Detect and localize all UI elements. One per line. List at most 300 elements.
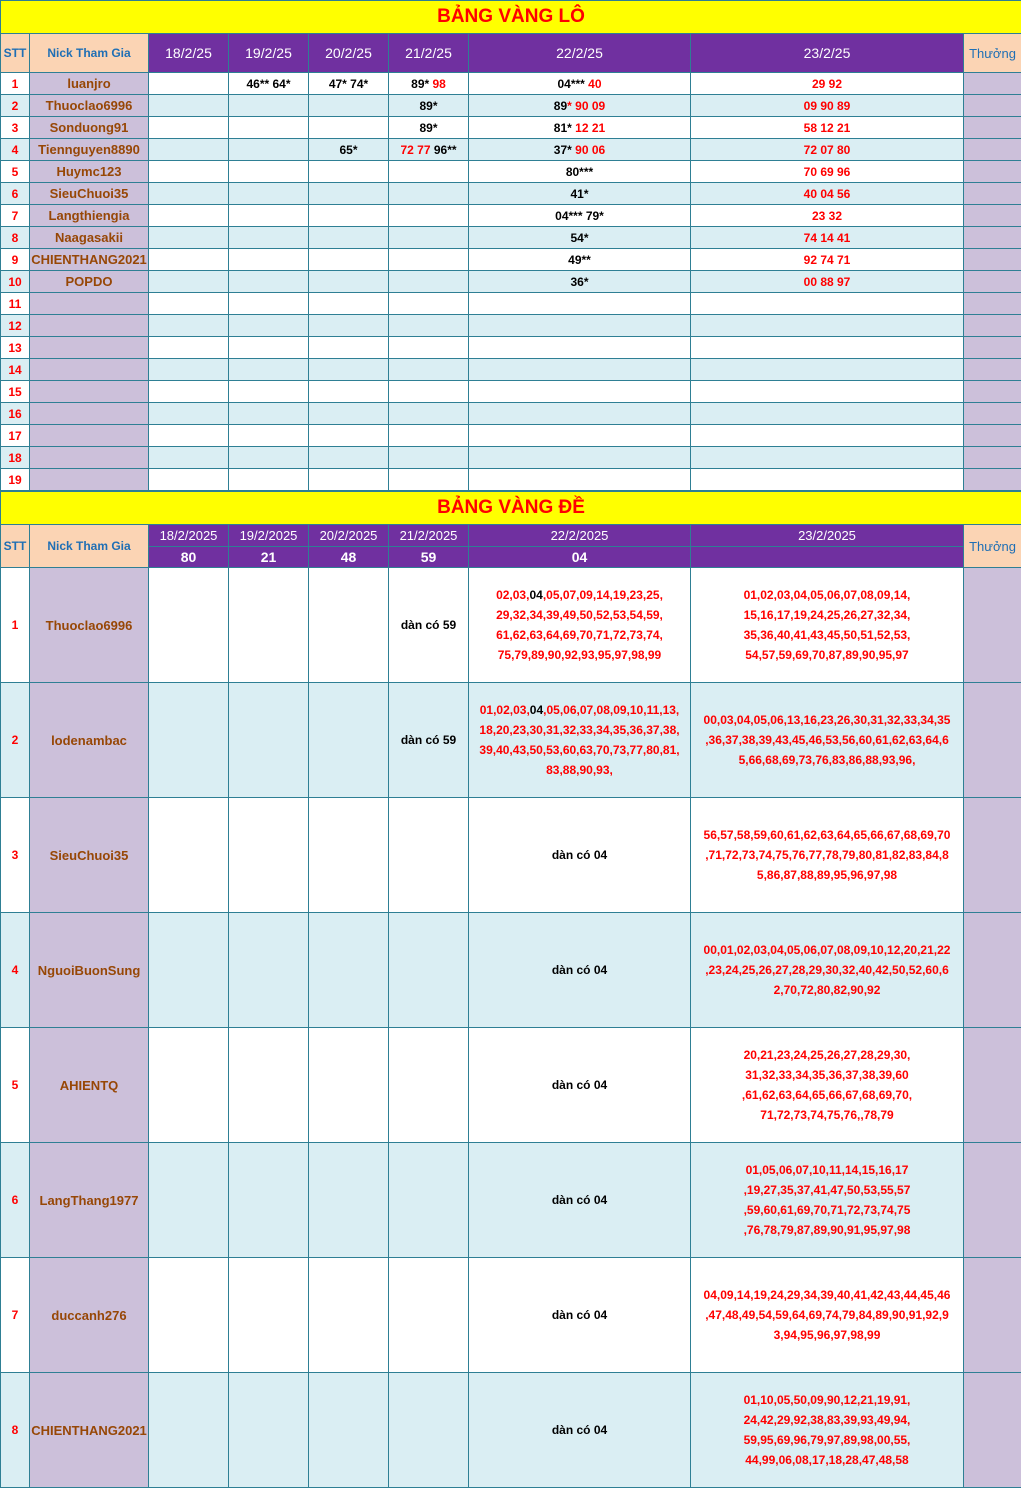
lo-date-cell bbox=[309, 183, 389, 205]
lo-date-cell bbox=[691, 425, 964, 447]
de-value: 56,57,58,59,60,61,62,63,64,65,66,67,68,69,70 bbox=[704, 828, 951, 842]
lo-date-header: 21/2/25 bbox=[389, 34, 469, 73]
lo-date-cell bbox=[309, 381, 389, 403]
de-date-cell bbox=[149, 683, 229, 798]
de-value: 04 bbox=[530, 703, 543, 717]
de-value: 01,05,06,07,10,11,14,15,16,17 bbox=[746, 1163, 909, 1177]
row-number: 3 bbox=[1, 117, 30, 139]
nick-name: SieuChuoi35 bbox=[30, 798, 149, 913]
de-value: dàn có 04 bbox=[552, 1193, 607, 1207]
nick-name: Langthiengia bbox=[30, 205, 149, 227]
row-number: 7 bbox=[1, 1258, 30, 1373]
reward-cell bbox=[964, 183, 1021, 205]
lo-date-cell bbox=[469, 315, 691, 337]
reward-cell bbox=[964, 1373, 1021, 1488]
de-date-cell bbox=[389, 1143, 469, 1258]
lo-date-cell bbox=[389, 359, 469, 381]
row-number: 8 bbox=[1, 1373, 30, 1488]
lo-value: 12 21 bbox=[575, 121, 605, 135]
de-date-cell bbox=[389, 1028, 469, 1143]
de-value: ,47,48,49,54,59,64,69,74,79,84,89,90,91,92,9 bbox=[705, 1308, 949, 1322]
lo-date-cell bbox=[469, 73, 691, 95]
de-date-cell bbox=[309, 1028, 389, 1143]
nick-name: duccanh276 bbox=[30, 1258, 149, 1373]
lo-date-cell bbox=[149, 227, 229, 249]
lo-date-cell bbox=[389, 293, 469, 315]
nick-name bbox=[30, 381, 149, 403]
reward-cell bbox=[964, 469, 1021, 491]
row-number: 15 bbox=[1, 381, 30, 403]
de-date-cell bbox=[469, 1373, 691, 1488]
de-date-header: 23/2/2025 bbox=[691, 525, 964, 547]
lo-row bbox=[1, 205, 1021, 227]
row-number: 8 bbox=[1, 227, 30, 249]
lo-row bbox=[1, 447, 1021, 469]
lo-date-cell bbox=[691, 161, 964, 183]
lo-value: 89* bbox=[419, 121, 437, 135]
lo-date-cell bbox=[309, 359, 389, 381]
lo-date-cell bbox=[691, 293, 964, 315]
de-value: ,36,37,38,39,43,45,46,53,56,60,61,62,63,64,6 bbox=[705, 733, 949, 747]
de-date-cell bbox=[149, 1373, 229, 1488]
lo-title: BẢNG VÀNG LÔ bbox=[1, 1, 1021, 34]
de-date-cell bbox=[389, 568, 469, 683]
lo-date-cell bbox=[229, 205, 309, 227]
lo-date-cell bbox=[691, 205, 964, 227]
lo-date-cell bbox=[309, 117, 389, 139]
lo-value: 81* bbox=[554, 121, 575, 135]
lo-value: 58 12 21 bbox=[804, 121, 851, 135]
row-number: 6 bbox=[1, 183, 30, 205]
lo-row bbox=[1, 117, 1021, 139]
reward-cell bbox=[964, 73, 1021, 95]
lo-value: 98 bbox=[433, 77, 446, 91]
de-date-header: 20/2/2025 bbox=[309, 525, 389, 547]
reward-cell bbox=[964, 403, 1021, 425]
de-value: ,05,06,07,08,09,10,11,13, bbox=[543, 703, 679, 717]
de-date-cell bbox=[149, 798, 229, 913]
lo-date-cell bbox=[229, 95, 309, 117]
reward-cell bbox=[964, 1143, 1021, 1258]
lo-date-cell bbox=[469, 249, 691, 271]
lo-date-cell bbox=[309, 337, 389, 359]
nick-name: Sonduong91 bbox=[30, 117, 149, 139]
lo-value: 89* bbox=[411, 77, 432, 91]
de-result: 04 bbox=[469, 547, 691, 568]
de-row bbox=[1, 798, 1021, 913]
de-value: 71,72,73,74,75,76,,78,79 bbox=[760, 1108, 893, 1122]
lo-date-cell bbox=[229, 271, 309, 293]
lo-value: 90 06 bbox=[575, 143, 605, 157]
de-row bbox=[1, 683, 1021, 798]
reward-cell bbox=[964, 425, 1021, 447]
lo-date-header: 20/2/25 bbox=[309, 34, 389, 73]
lo-date-cell bbox=[389, 315, 469, 337]
de-header-row bbox=[1, 525, 1021, 547]
de-nick-header: Nick Tham Gia bbox=[30, 525, 149, 568]
lo-date-cell bbox=[389, 271, 469, 293]
de-date-cell bbox=[309, 568, 389, 683]
lo-date-cell bbox=[389, 95, 469, 117]
de-value: dàn có 04 bbox=[552, 848, 607, 862]
de-date-header: 18/2/2025 bbox=[149, 525, 229, 547]
lo-date-cell bbox=[691, 315, 964, 337]
lo-date-cell bbox=[229, 359, 309, 381]
lo-date-cell bbox=[469, 271, 691, 293]
de-date-cell bbox=[691, 1028, 964, 1143]
lo-date-cell bbox=[229, 447, 309, 469]
de-value: 04 bbox=[529, 588, 542, 602]
lo-date-cell bbox=[309, 403, 389, 425]
lo-date-cell bbox=[309, 469, 389, 491]
lo-row bbox=[1, 249, 1021, 271]
lo-date-cell bbox=[389, 381, 469, 403]
de-date-cell bbox=[691, 798, 964, 913]
de-title: BẢNG VÀNG ĐỀ bbox=[1, 492, 1021, 525]
de-value: 5,86,87,88,89,95,96,97,98 bbox=[757, 868, 897, 882]
de-date-cell bbox=[309, 1258, 389, 1373]
lo-row bbox=[1, 425, 1021, 447]
lo-row bbox=[1, 73, 1021, 95]
lo-header-row bbox=[1, 34, 1021, 73]
lo-date-cell bbox=[389, 73, 469, 95]
lo-date-cell bbox=[229, 315, 309, 337]
nick-name: Tiennguyen8890 bbox=[30, 139, 149, 161]
de-date-cell bbox=[149, 1143, 229, 1258]
lo-date-cell bbox=[149, 183, 229, 205]
lo-date-cell bbox=[691, 249, 964, 271]
lo-date-cell bbox=[389, 469, 469, 491]
reward-cell bbox=[964, 139, 1021, 161]
de-date-cell bbox=[691, 1258, 964, 1373]
de-value: 29,32,34,39,49,50,52,53,54,59, bbox=[496, 608, 663, 622]
nick-name bbox=[30, 447, 149, 469]
de-date-cell bbox=[229, 1143, 309, 1258]
lo-date-cell bbox=[309, 161, 389, 183]
lo-row bbox=[1, 183, 1021, 205]
row-number: 4 bbox=[1, 139, 30, 161]
lo-date-cell bbox=[149, 315, 229, 337]
lo-date-cell bbox=[149, 161, 229, 183]
lo-value: 04*** 79* bbox=[555, 209, 604, 223]
lo-date-cell bbox=[229, 139, 309, 161]
lo-value: 70 69 96 bbox=[804, 165, 851, 179]
de-date-cell bbox=[229, 683, 309, 798]
de-date-header: 19/2/2025 bbox=[229, 525, 309, 547]
reward-cell bbox=[964, 117, 1021, 139]
de-row bbox=[1, 1143, 1021, 1258]
lo-date-cell bbox=[229, 183, 309, 205]
de-value: 00,03,04,05,06,13,16,23,26,30,31,32,33,34,35 bbox=[704, 713, 951, 727]
row-number: 3 bbox=[1, 798, 30, 913]
lo-value: 40 bbox=[588, 77, 601, 91]
lo-value: 65* bbox=[339, 143, 357, 157]
lo-value: 89 bbox=[554, 99, 567, 113]
lo-value: 47* 74* bbox=[329, 77, 368, 91]
lo-date-cell bbox=[309, 447, 389, 469]
nick-name: CHIENTHANG2021 bbox=[30, 1373, 149, 1488]
lo-value: 74 14 41 bbox=[804, 231, 851, 245]
lo-date-cell bbox=[149, 425, 229, 447]
de-date-cell bbox=[229, 1258, 309, 1373]
reward-cell bbox=[964, 1028, 1021, 1143]
reward-cell bbox=[964, 205, 1021, 227]
lo-date-cell bbox=[469, 425, 691, 447]
de-date-cell bbox=[389, 1373, 469, 1488]
row-number: 12 bbox=[1, 315, 30, 337]
de-date-cell bbox=[389, 1258, 469, 1373]
de-value: 01,02,03,04,05,06,07,08,09,14, bbox=[744, 588, 911, 602]
nick-name: Thuoclao6996 bbox=[30, 95, 149, 117]
lo-date-cell bbox=[691, 73, 964, 95]
nick-name: Huymc123 bbox=[30, 161, 149, 183]
row-number: 2 bbox=[1, 683, 30, 798]
row-number: 2 bbox=[1, 95, 30, 117]
de-date-header: 22/2/2025 bbox=[469, 525, 691, 547]
lo-date-cell bbox=[389, 227, 469, 249]
nick-name bbox=[30, 337, 149, 359]
lo-date-cell bbox=[389, 403, 469, 425]
reward-cell bbox=[964, 1258, 1021, 1373]
lo-date-cell bbox=[309, 315, 389, 337]
de-value: 15,16,17,19,24,25,26,27,32,34, bbox=[744, 608, 911, 622]
lo-value: 29 92 bbox=[812, 77, 842, 91]
lo-date-cell bbox=[691, 139, 964, 161]
de-row bbox=[1, 1258, 1021, 1373]
de-date-cell bbox=[309, 1373, 389, 1488]
row-number: 4 bbox=[1, 913, 30, 1028]
reward-cell bbox=[964, 271, 1021, 293]
de-date-cell bbox=[691, 683, 964, 798]
de-date-cell bbox=[469, 798, 691, 913]
de-value: ,19,27,35,37,41,47,50,53,55,57 bbox=[744, 1183, 911, 1197]
lo-value: 49** bbox=[568, 253, 591, 267]
lo-date-cell bbox=[691, 227, 964, 249]
lo-date-cell bbox=[309, 73, 389, 95]
lo-nick-header: Nick Tham Gia bbox=[30, 34, 149, 73]
lo-date-cell bbox=[469, 139, 691, 161]
de-value: 00,01,02,03,04,05,06,07,08,09,10,12,20,21,22 bbox=[704, 943, 951, 957]
nick-name bbox=[30, 403, 149, 425]
lo-date-header: 18/2/25 bbox=[149, 34, 229, 73]
de-value: 01,10,05,50,09,90,12,21,19,91, bbox=[744, 1393, 911, 1407]
lo-date-cell bbox=[389, 425, 469, 447]
de-value: 24,42,29,92,38,83,39,93,49,94, bbox=[744, 1413, 911, 1427]
de-date-cell bbox=[469, 1028, 691, 1143]
de-row bbox=[1, 1373, 1021, 1488]
de-date-cell bbox=[229, 913, 309, 1028]
lo-date-cell bbox=[149, 359, 229, 381]
de-date-cell bbox=[229, 798, 309, 913]
row-number: 17 bbox=[1, 425, 30, 447]
nick-name: LangThang1977 bbox=[30, 1143, 149, 1258]
row-number: 1 bbox=[1, 73, 30, 95]
row-number: 13 bbox=[1, 337, 30, 359]
lo-date-cell bbox=[389, 447, 469, 469]
lo-date-cell bbox=[469, 381, 691, 403]
de-value: dàn có 04 bbox=[552, 1308, 607, 1322]
de-row bbox=[1, 568, 1021, 683]
lo-row bbox=[1, 227, 1021, 249]
lo-date-cell bbox=[229, 469, 309, 491]
lo-value: 72 07 80 bbox=[804, 143, 851, 157]
lo-date-cell bbox=[469, 95, 691, 117]
lo-date-cell bbox=[309, 139, 389, 161]
lo-date-cell bbox=[691, 447, 964, 469]
de-value: 61,62,63,64,69,70,71,72,73,74, bbox=[496, 628, 663, 642]
nick-name: POPDO bbox=[30, 271, 149, 293]
lo-value: 96** bbox=[434, 143, 457, 157]
row-number: 11 bbox=[1, 293, 30, 315]
lo-date-cell bbox=[229, 249, 309, 271]
lo-row bbox=[1, 293, 1021, 315]
lo-row bbox=[1, 469, 1021, 491]
lo-date-cell bbox=[469, 205, 691, 227]
lo-date-cell bbox=[149, 95, 229, 117]
lo-body bbox=[1, 73, 1021, 491]
reward-cell bbox=[964, 293, 1021, 315]
de-thuong-header: Thưởng bbox=[964, 525, 1021, 568]
de-value: 2,70,72,80,82,90,92 bbox=[774, 983, 881, 997]
de-date-cell bbox=[229, 1028, 309, 1143]
reward-cell bbox=[964, 568, 1021, 683]
de-date-cell bbox=[309, 913, 389, 1028]
lo-date-header: 19/2/25 bbox=[229, 34, 309, 73]
lo-date-cell bbox=[691, 403, 964, 425]
de-date-cell bbox=[469, 683, 691, 798]
lo-date-cell bbox=[691, 359, 964, 381]
de-value: 75,79,89,90,92,93,95,97,98,99 bbox=[498, 648, 661, 662]
de-value: dàn có 04 bbox=[552, 1078, 607, 1092]
de-value: 35,36,40,41,43,45,50,51,52,53, bbox=[744, 628, 911, 642]
de-value: 3,94,95,96,97,98,99 bbox=[774, 1328, 881, 1342]
de-date-cell bbox=[149, 568, 229, 683]
lo-date-cell bbox=[149, 249, 229, 271]
reward-cell bbox=[964, 249, 1021, 271]
reward-cell bbox=[964, 315, 1021, 337]
lo-date-cell bbox=[309, 271, 389, 293]
de-body bbox=[1, 568, 1021, 1488]
de-date-cell bbox=[309, 683, 389, 798]
de-value: ,71,72,73,74,75,76,77,78,79,80,81,82,83,84,8 bbox=[705, 848, 949, 862]
reward-cell bbox=[964, 683, 1021, 798]
de-value: 01,02,03, bbox=[480, 703, 530, 717]
row-number: 5 bbox=[1, 161, 30, 183]
de-result: 21 bbox=[229, 547, 309, 568]
lo-date-cell bbox=[149, 447, 229, 469]
de-date-header: 21/2/2025 bbox=[389, 525, 469, 547]
de-value: 59,95,69,96,79,97,89,98,00,55, bbox=[744, 1433, 911, 1447]
lo-date-cell bbox=[389, 117, 469, 139]
reward-cell bbox=[964, 359, 1021, 381]
lo-date-cell bbox=[469, 403, 691, 425]
row-number: 19 bbox=[1, 469, 30, 491]
de-value: ,76,78,79,87,89,90,91,95,97,98 bbox=[744, 1223, 911, 1237]
row-number: 16 bbox=[1, 403, 30, 425]
lo-date-cell bbox=[469, 183, 691, 205]
lo-date-header: 23/2/25 bbox=[691, 34, 964, 73]
de-result bbox=[691, 547, 964, 568]
nick-name: luanjro bbox=[30, 73, 149, 95]
lo-date-cell bbox=[229, 227, 309, 249]
row-number: 9 bbox=[1, 249, 30, 271]
reward-cell bbox=[964, 95, 1021, 117]
de-date-cell bbox=[469, 913, 691, 1028]
lo-date-cell bbox=[469, 337, 691, 359]
de-date-cell bbox=[389, 683, 469, 798]
lo-row bbox=[1, 315, 1021, 337]
reward-cell bbox=[964, 447, 1021, 469]
lo-table bbox=[0, 0, 1021, 491]
nick-name bbox=[30, 359, 149, 381]
de-value: 20,21,23,24,25,26,27,28,29,30, bbox=[744, 1048, 911, 1062]
de-date-cell bbox=[309, 1143, 389, 1258]
de-date-cell bbox=[149, 1028, 229, 1143]
de-date-cell bbox=[691, 568, 964, 683]
lo-date-cell bbox=[229, 117, 309, 139]
lo-date-cell bbox=[229, 73, 309, 95]
lo-date-cell bbox=[469, 293, 691, 315]
lo-date-cell bbox=[229, 425, 309, 447]
lo-row bbox=[1, 381, 1021, 403]
de-value: ,61,62,63,64,65,66,67,68,69,70, bbox=[742, 1088, 912, 1102]
lo-stt-header: STT bbox=[1, 34, 30, 73]
lo-value: 04*** bbox=[557, 77, 588, 91]
nick-name: Thuoclao6996 bbox=[30, 568, 149, 683]
de-date-cell bbox=[691, 913, 964, 1028]
de-date-cell bbox=[309, 798, 389, 913]
lo-row bbox=[1, 359, 1021, 381]
lo-date-cell bbox=[149, 337, 229, 359]
lo-value: 92 74 71 bbox=[804, 253, 851, 267]
lo-row bbox=[1, 271, 1021, 293]
de-table bbox=[0, 491, 1021, 1488]
lo-row bbox=[1, 337, 1021, 359]
reward-cell bbox=[964, 381, 1021, 403]
row-number: 10 bbox=[1, 271, 30, 293]
de-value: ,23,24,25,26,27,28,29,30,32,40,42,50,52,60,6 bbox=[705, 963, 949, 977]
nick-name: AHIENTQ bbox=[30, 1028, 149, 1143]
lo-date-cell bbox=[229, 381, 309, 403]
lo-value: 00 88 97 bbox=[804, 275, 851, 289]
de-date-cell bbox=[691, 1143, 964, 1258]
lo-date-cell bbox=[309, 95, 389, 117]
de-value: dàn có 04 bbox=[552, 963, 607, 977]
de-value: 02,03, bbox=[496, 588, 529, 602]
lo-date-cell bbox=[469, 447, 691, 469]
lo-date-cell bbox=[229, 293, 309, 315]
lo-value: 37* bbox=[554, 143, 575, 157]
lo-date-cell bbox=[691, 95, 964, 117]
lo-date-cell bbox=[389, 205, 469, 227]
lo-value: 89* bbox=[419, 99, 437, 113]
lo-value: 36* bbox=[570, 275, 588, 289]
nick-name bbox=[30, 315, 149, 337]
lo-date-cell bbox=[149, 205, 229, 227]
lo-date-cell bbox=[469, 359, 691, 381]
de-value: dàn có 59 bbox=[401, 618, 456, 632]
lo-date-cell bbox=[149, 73, 229, 95]
nick-name: SieuChuoi35 bbox=[30, 183, 149, 205]
nick-name bbox=[30, 469, 149, 491]
row-number: 5 bbox=[1, 1028, 30, 1143]
lo-date-cell bbox=[691, 183, 964, 205]
lo-value: * 90 09 bbox=[567, 99, 605, 113]
row-number: 14 bbox=[1, 359, 30, 381]
lo-date-cell bbox=[229, 161, 309, 183]
lo-date-cell bbox=[691, 469, 964, 491]
de-value: dàn có 59 bbox=[401, 733, 456, 747]
